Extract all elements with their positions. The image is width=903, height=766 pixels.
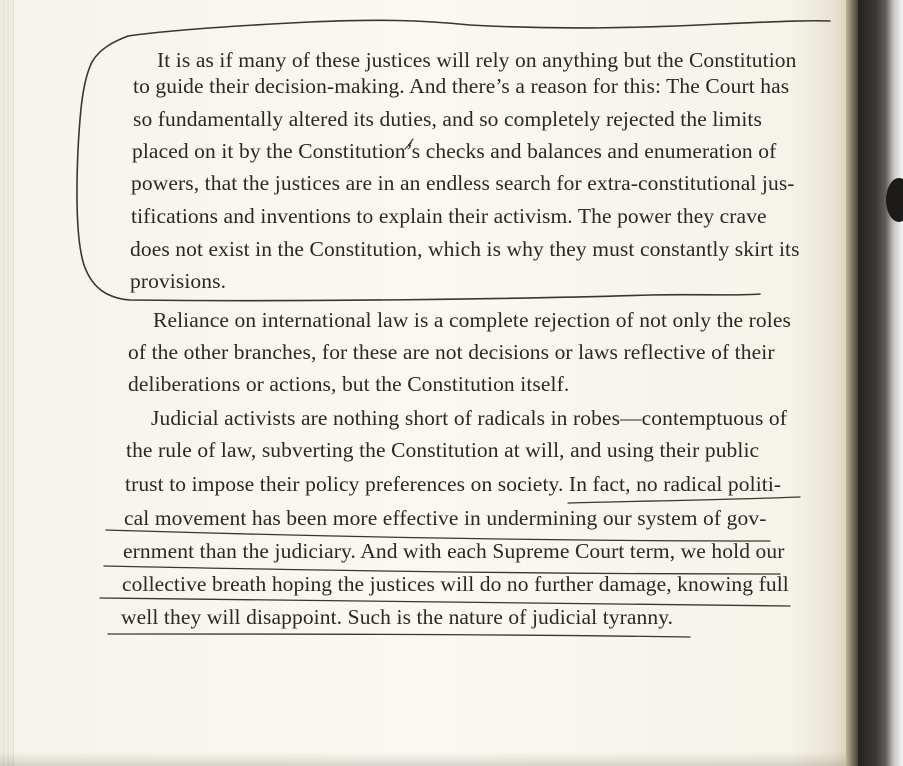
text-line: does not exist in the Constitution, which is why they must constantly skirt its: [130, 237, 800, 261]
text-line: placed on it by the Constitution’s checks and balances and enumeration of: [132, 139, 777, 163]
underline-5: [108, 634, 690, 637]
text-line: collective breath hoping the justices will do no further damage, knowing full: [122, 572, 789, 596]
text-line: of the other branches, for these are not decisions or laws reflective of their: [128, 340, 775, 364]
text-line: trust to impose their policy preferences on society. In fact, no radical politi-: [125, 472, 782, 496]
text-line: Judicial activists are nothing short of radicals in robes—contemptuous of: [151, 406, 788, 430]
bracket-top-annotation: [128, 20, 830, 36]
text-line: cal movement has been more effective in undermining our system of gov-: [124, 506, 767, 530]
text-line: ernment than the judiciary. And with each Supreme Court term, we hold our: [123, 539, 785, 563]
text-line: well they will disappoint. Such is the nature of judicial tyranny.: [121, 605, 674, 629]
book-spine: [858, 0, 903, 766]
text-line: Reliance on international law is a complete rejection of not only the roles: [153, 308, 791, 332]
text-line: tifications and inventions to explain their activism. The power they crave: [131, 204, 767, 228]
text-line: provisions.: [130, 269, 227, 293]
text-line: It is as if many of these justices will rely on anything but the Constitution: [157, 48, 797, 72]
text-line: deliberations or actions, but the Constitution itself.: [128, 372, 570, 396]
text-line: to guide their decision-making. And there’s a reason for this: The Court has: [133, 74, 790, 98]
text-line: the rule of law, subverting the Constitution at will, and using their public: [126, 438, 760, 462]
text-line: so fundamentally altered its duties, and so completely rejected the limits: [133, 107, 762, 131]
scan-bottom-shadow: [0, 752, 858, 766]
text-line: powers, that the justices are in an endless search for extra-constitutional jus-: [131, 171, 795, 195]
